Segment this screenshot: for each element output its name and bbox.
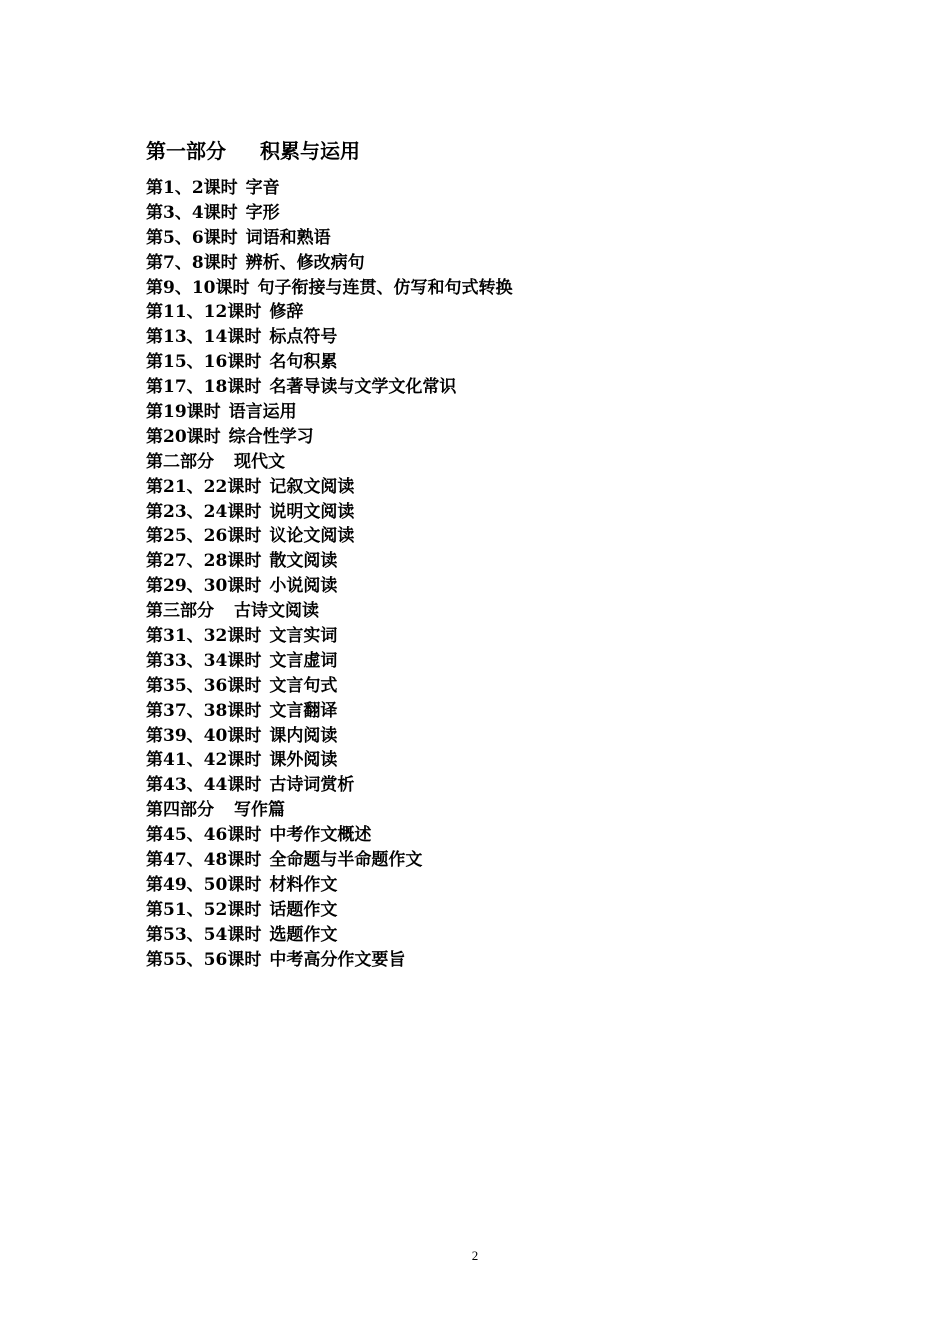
toc-entry bbox=[146, 400, 846, 425]
toc-entry bbox=[146, 500, 846, 525]
page-number: 2 bbox=[471, 1248, 479, 1263]
toc-entry-label: 第11、12课时 bbox=[146, 302, 262, 323]
toc-entry-title: 材料作文 bbox=[269, 874, 338, 895]
toc-entry-title: 词语和熟语 bbox=[245, 227, 331, 248]
toc-entry-title: 记叙文阅读 bbox=[269, 476, 355, 497]
toc-entry-title: 选题作文 bbox=[269, 924, 338, 945]
toc-entry-label: 第43、44课时 bbox=[146, 775, 262, 796]
toc-entry bbox=[146, 425, 846, 450]
toc-entry-title: 散文阅读 bbox=[269, 551, 338, 572]
toc-entry-label: 第49、50课时 bbox=[146, 874, 262, 895]
toc-entry-label: 第33、34课时 bbox=[146, 650, 262, 671]
toc-entry-title: 议论文阅读 bbox=[269, 526, 355, 547]
toc-entry-title: 名句积累 bbox=[269, 352, 338, 373]
toc-entry-label: 第9、10课时 bbox=[146, 277, 250, 298]
part-heading bbox=[146, 136, 846, 166]
toc-entry bbox=[146, 873, 846, 898]
toc-entry-title: 小说阅读 bbox=[269, 576, 338, 597]
part-title: 古诗文阅读 bbox=[234, 601, 319, 622]
toc-entry-label: 第1、2课时 bbox=[146, 178, 238, 198]
part-heading bbox=[146, 599, 846, 624]
part-label: 第三部分 bbox=[146, 601, 214, 622]
toc-entry-label: 第21、22课时 bbox=[146, 476, 262, 497]
part-label: 第二部分 bbox=[146, 451, 214, 472]
toc-entry bbox=[146, 574, 846, 599]
toc-entry bbox=[146, 276, 846, 301]
toc-entry bbox=[146, 201, 846, 226]
toc-entry-title: 文言翻译 bbox=[269, 700, 338, 721]
part-label: 第四部分 bbox=[146, 800, 214, 821]
toc-entry-label: 第23、24课时 bbox=[146, 501, 262, 522]
toc-entry bbox=[146, 300, 846, 325]
toc-entry-label: 第27、28课时 bbox=[146, 551, 262, 572]
toc-entry-label: 第15、16课时 bbox=[146, 352, 262, 373]
toc-entry bbox=[146, 176, 846, 201]
part-title: 写作篇 bbox=[234, 800, 285, 821]
part-title: 积累与运用 bbox=[260, 139, 360, 163]
toc-entry bbox=[146, 724, 846, 749]
toc-entry bbox=[146, 251, 846, 276]
part-heading bbox=[146, 450, 846, 475]
toc-entry-label: 第39、40课时 bbox=[146, 725, 262, 746]
toc-entry-label: 第45、46课时 bbox=[146, 825, 262, 846]
toc-entry-label: 第19课时 bbox=[146, 402, 221, 423]
part-title: 现代文 bbox=[234, 451, 285, 472]
toc-entry-label: 第47、48课时 bbox=[146, 850, 262, 871]
toc-entry-title: 标点符号 bbox=[269, 327, 338, 348]
toc-entry-title: 中考作文概述 bbox=[269, 825, 372, 846]
toc-entry-label: 第5、6课时 bbox=[146, 227, 238, 248]
toc-entry bbox=[146, 649, 846, 674]
toc-entry bbox=[146, 898, 846, 923]
toc-entry-label: 第31、32课时 bbox=[146, 626, 262, 647]
toc-entry-label: 第3、4课时 bbox=[146, 202, 238, 223]
toc-entry-title: 句子衔接与连贯、仿写和句式转换 bbox=[257, 277, 513, 298]
part-heading bbox=[146, 798, 846, 823]
toc-entry bbox=[146, 375, 846, 400]
toc-entry-title: 辨析、修改病句 bbox=[245, 252, 365, 273]
toc-entry-label: 第41、42课时 bbox=[146, 750, 262, 771]
toc-entry-title: 修辞 bbox=[269, 302, 304, 323]
toc-entry bbox=[146, 624, 846, 649]
toc-entry-title: 文言虚词 bbox=[269, 650, 338, 671]
toc-entry-title: 全命题与半命题作文 bbox=[269, 850, 423, 871]
table-of-contents bbox=[146, 136, 846, 973]
toc-entry bbox=[146, 350, 846, 375]
toc-entry-title: 说明文阅读 bbox=[269, 501, 355, 522]
toc-entry-label: 第20课时 bbox=[146, 426, 221, 447]
toc-entry bbox=[146, 773, 846, 798]
toc-entry-label: 第37、38课时 bbox=[146, 700, 262, 721]
toc-entry-label: 第17、18课时 bbox=[146, 377, 262, 398]
toc-entry-label: 第29、30课时 bbox=[146, 576, 262, 597]
toc-entry-title: 古诗词赏析 bbox=[269, 775, 355, 796]
toc-entry bbox=[146, 674, 846, 699]
toc-entry-label: 第55、56课时 bbox=[146, 949, 262, 970]
toc-entry bbox=[146, 948, 846, 973]
toc-entry-title: 话题作文 bbox=[269, 899, 338, 920]
toc-entry bbox=[146, 524, 846, 549]
toc-entry bbox=[146, 549, 846, 574]
toc-entry-title: 综合性学习 bbox=[228, 426, 314, 447]
toc-entry bbox=[146, 325, 846, 350]
toc-entry-label: 第35、36课时 bbox=[146, 675, 262, 696]
toc-entry bbox=[146, 823, 846, 848]
toc-entry-title: 文言句式 bbox=[269, 675, 338, 696]
toc-entry-title: 语言运用 bbox=[228, 402, 297, 423]
toc-entry-label: 第51、52课时 bbox=[146, 899, 262, 920]
toc-entry bbox=[146, 226, 846, 251]
toc-entry-label: 第25、26课时 bbox=[146, 526, 262, 547]
toc-entry-label: 第53、54课时 bbox=[146, 924, 262, 945]
toc-entry-title: 课外阅读 bbox=[269, 750, 338, 771]
toc-entry-title: 文言实词 bbox=[269, 626, 338, 647]
toc-entry-title: 字形 bbox=[245, 202, 280, 223]
toc-entry-title: 中考高分作文要旨 bbox=[269, 949, 406, 970]
toc-entry-list bbox=[146, 176, 846, 973]
part-label: 第一部分 bbox=[146, 139, 226, 163]
toc-entry bbox=[146, 848, 846, 873]
toc-entry-title: 名著导读与文学文化常识 bbox=[269, 377, 457, 398]
toc-entry-title: 课内阅读 bbox=[269, 725, 338, 746]
toc-entry-title: 字音 bbox=[245, 178, 280, 198]
toc-entry-label: 第7、8课时 bbox=[146, 252, 238, 273]
toc-entry bbox=[146, 699, 846, 724]
toc-entry bbox=[146, 923, 846, 948]
toc-entry-label: 第13、14课时 bbox=[146, 327, 262, 348]
toc-entry bbox=[146, 475, 846, 500]
toc-entry bbox=[146, 748, 846, 773]
